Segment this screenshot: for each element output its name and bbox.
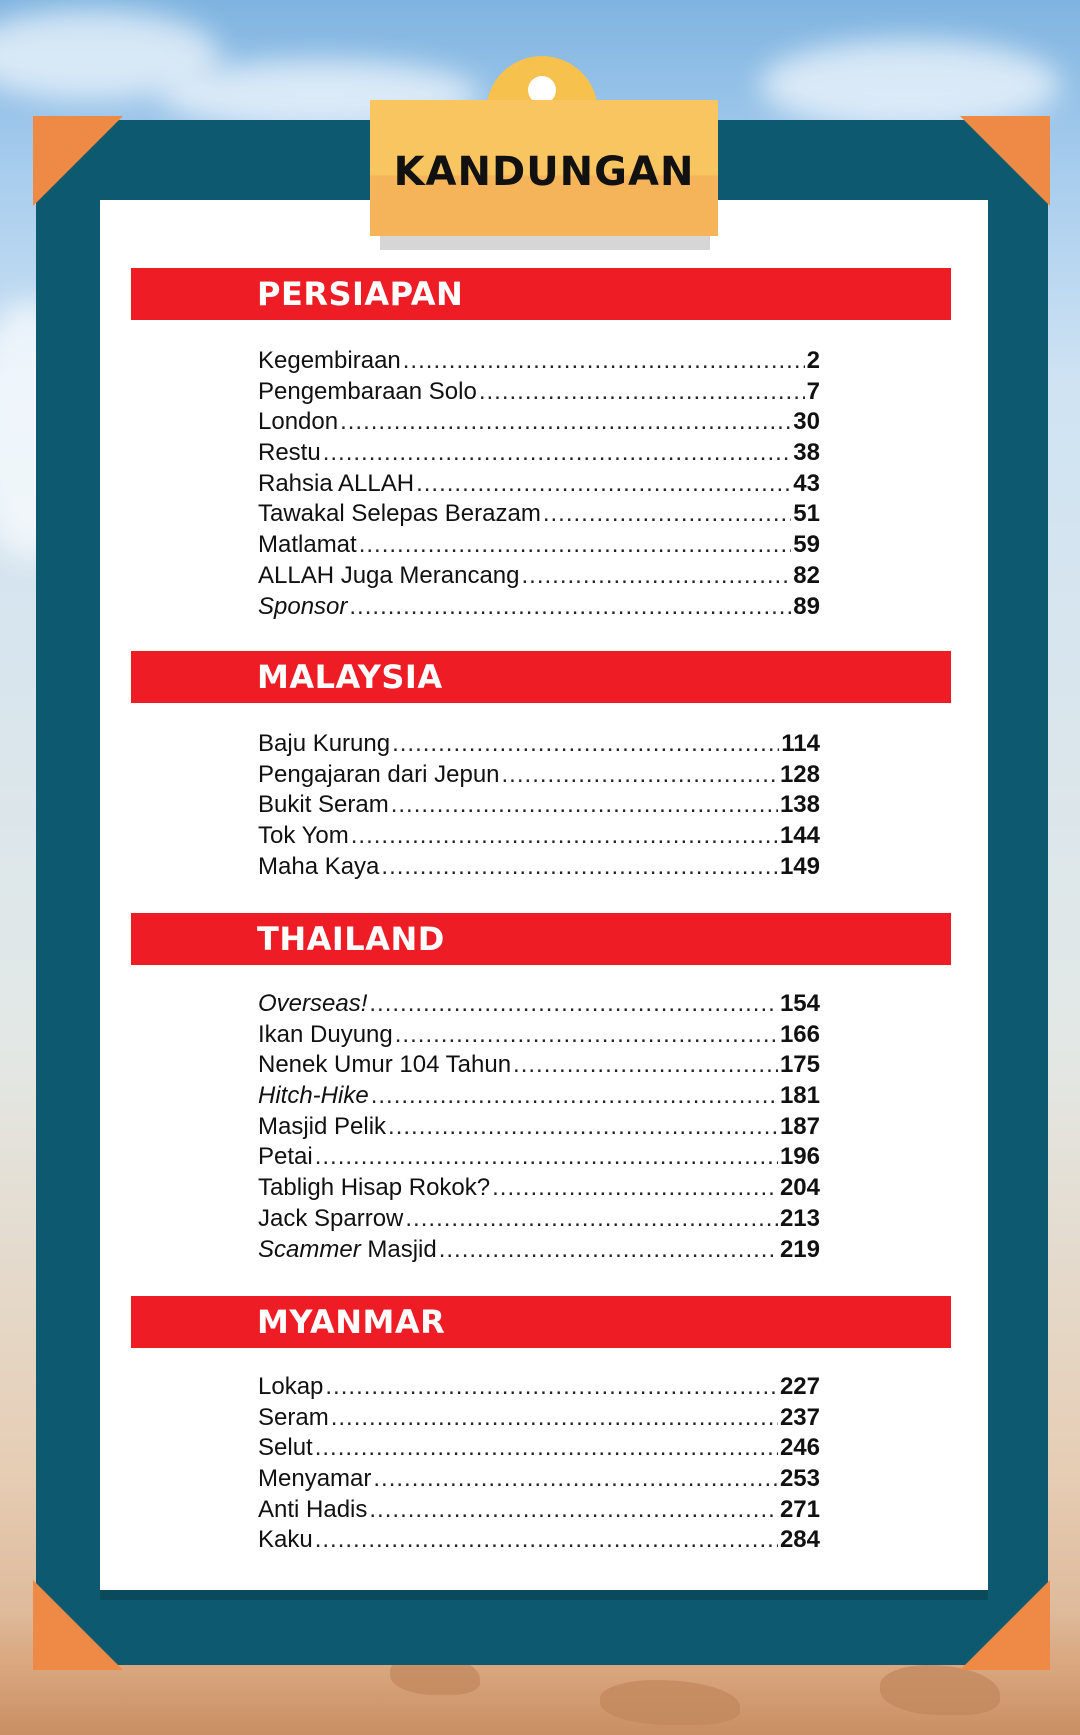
entry-title: Tabligh Hisap Rokok?	[258, 1174, 491, 1202]
dot-leader	[315, 1526, 778, 1554]
page-number: 181	[779, 1082, 820, 1110]
toc-entry[interactable]	[258, 1082, 820, 1113]
toc-entry[interactable]	[258, 1434, 820, 1465]
page-number: 284	[779, 1526, 820, 1554]
toc-entry[interactable]	[258, 347, 820, 378]
section-title: PERSIAPAN	[257, 275, 464, 313]
page-number: 30	[793, 408, 820, 436]
entry-title: Petai	[258, 1143, 313, 1171]
toc-entry[interactable]	[258, 761, 820, 792]
toc-entry[interactable]	[258, 531, 820, 562]
section-header	[131, 1296, 951, 1348]
toc-list	[258, 347, 820, 623]
page-number: 213	[779, 1204, 820, 1232]
dot-leader	[416, 470, 791, 498]
entry-title: Baju Kurung	[258, 730, 391, 757]
dot-leader	[373, 1465, 778, 1493]
entry-title: Hitch-Hike	[258, 1082, 369, 1110]
page-number: 51	[793, 500, 820, 528]
toc-entry[interactable]	[258, 378, 820, 409]
page-number: 227	[779, 1373, 820, 1400]
entry-title: Selut	[258, 1434, 313, 1462]
toc-entry[interactable]	[258, 853, 820, 884]
dot-leader	[479, 378, 805, 406]
page-number: 2	[806, 347, 820, 374]
page-title: KANDUNGAN	[393, 149, 695, 195]
section-title: MYANMAR	[257, 1303, 446, 1341]
page-number: 149	[779, 852, 820, 880]
toc-entry[interactable]	[258, 562, 820, 593]
toc-entry[interactable]	[258, 1174, 820, 1205]
entry-title: Overseas!	[258, 990, 368, 1017]
toc-entry[interactable]	[258, 408, 820, 439]
toc-entry[interactable]	[258, 1051, 820, 1082]
toc-entry[interactable]	[258, 1205, 820, 1236]
entry-title: Anti Hadis	[258, 1495, 368, 1523]
section-title: MALAYSIA	[257, 658, 443, 696]
toc-entry[interactable]	[258, 1404, 820, 1435]
toc-list	[258, 730, 820, 883]
page-number: 128	[779, 760, 820, 788]
entry-title: Tawakal Selepas Berazam	[258, 500, 541, 528]
toc-entry[interactable]	[258, 1021, 820, 1052]
entry-title: Restu	[258, 439, 321, 467]
dot-leader	[395, 1021, 778, 1049]
page-number: 246	[779, 1434, 820, 1462]
entry-title: Kegembiraan	[258, 347, 401, 374]
page-number: 166	[779, 1020, 820, 1048]
entry-title: Pengajaran dari Jepun	[258, 760, 500, 788]
toc-entry[interactable]	[258, 1465, 820, 1496]
toc-entry[interactable]	[258, 1113, 820, 1144]
toc-entry[interactable]	[258, 990, 820, 1021]
entry-title: Tok Yom	[258, 822, 349, 850]
dot-leader	[381, 853, 778, 881]
section-header	[131, 651, 951, 703]
entry-title: Sponsor	[258, 592, 348, 620]
toc-entry[interactable]	[258, 730, 820, 761]
page-number: 237	[779, 1403, 820, 1431]
dot-leader	[543, 500, 791, 528]
dot-leader	[359, 531, 792, 559]
dot-leader	[331, 1404, 778, 1432]
entry-title: Bukit Seram	[258, 791, 389, 819]
page-number: 138	[779, 791, 820, 819]
section-header	[131, 913, 951, 965]
page-number: 253	[779, 1465, 820, 1493]
entry-title: Pengembaraan Solo	[258, 377, 477, 405]
toc-entry[interactable]	[258, 500, 820, 531]
dot-leader	[369, 1496, 778, 1524]
page-number: 114	[781, 730, 820, 757]
entry-title: Menyamar	[258, 1465, 372, 1493]
entry-title	[258, 1236, 437, 1264]
entry-title: Rahsia ALLAH	[258, 469, 415, 497]
dot-leader	[323, 439, 792, 467]
dot-leader	[522, 562, 792, 590]
dot-leader	[513, 1051, 778, 1079]
toc-entry[interactable]	[258, 822, 820, 853]
dot-leader	[371, 1082, 778, 1110]
toc-entry[interactable]	[258, 439, 820, 470]
toc-entry[interactable]	[258, 593, 820, 624]
entry-title: ALLAH Juga Merancang	[258, 561, 520, 589]
dot-leader	[492, 1174, 778, 1202]
page-number: 219	[779, 1235, 820, 1263]
dot-leader	[403, 347, 805, 375]
page-number: 144	[779, 822, 820, 850]
dot-leader	[315, 1143, 778, 1171]
entry-title: Matlamat	[258, 531, 357, 559]
dot-leader	[388, 1113, 778, 1141]
page-number: 175	[779, 1051, 820, 1079]
entry-title: Maha Kaya	[258, 852, 380, 880]
entry-title-italic-prefix: Scammer	[258, 1235, 361, 1263]
toc-entry[interactable]	[258, 470, 820, 501]
dot-leader	[351, 822, 778, 850]
page-number: 89	[793, 592, 820, 620]
toc-entry[interactable]	[258, 1143, 820, 1174]
corner-tab	[960, 116, 1050, 206]
page-number: 196	[779, 1143, 820, 1171]
toc-list	[258, 1373, 820, 1557]
entry-title-rest: Masjid	[367, 1235, 437, 1263]
page-number: 7	[806, 377, 820, 405]
page-number: 43	[793, 469, 820, 497]
section-title: THAILAND	[257, 920, 445, 958]
dot-leader	[502, 761, 778, 789]
dot-leader	[405, 1205, 778, 1233]
toc-list	[258, 990, 820, 1266]
dot-leader	[439, 1236, 778, 1264]
entry-title: Ikan Duyung	[258, 1020, 393, 1048]
page-number: 187	[779, 1112, 820, 1140]
dot-leader	[369, 990, 778, 1018]
corner-tab	[33, 116, 123, 206]
page-number: 154	[779, 990, 820, 1017]
entry-title: Masjid Pelik	[258, 1112, 387, 1140]
title-tag	[370, 100, 718, 236]
entry-title: London	[258, 408, 339, 436]
toc-entry[interactable]	[258, 791, 820, 822]
entry-title: Seram	[258, 1403, 329, 1431]
dot-leader	[392, 730, 779, 758]
entry-title: Nenek Umur 104 Tahun	[258, 1051, 512, 1079]
toc-entry[interactable]	[258, 1373, 820, 1404]
entry-title: Jack Sparrow	[258, 1204, 404, 1232]
page-number: 38	[793, 439, 820, 467]
page-number: 271	[779, 1495, 820, 1523]
dot-leader	[349, 593, 791, 621]
dot-leader	[325, 1373, 778, 1401]
toc-entry[interactable]	[258, 1496, 820, 1527]
page-number: 59	[793, 531, 820, 559]
dot-leader	[340, 408, 791, 436]
toc-entry[interactable]	[258, 1236, 820, 1267]
page-number: 82	[793, 561, 820, 589]
section-header	[131, 268, 951, 320]
dot-leader	[315, 1434, 778, 1462]
dot-leader	[391, 791, 778, 819]
page-number: 204	[779, 1174, 820, 1202]
toc-entry[interactable]	[258, 1526, 820, 1557]
entry-title: Kaku	[258, 1526, 313, 1554]
entry-title: Lokap	[258, 1373, 324, 1400]
